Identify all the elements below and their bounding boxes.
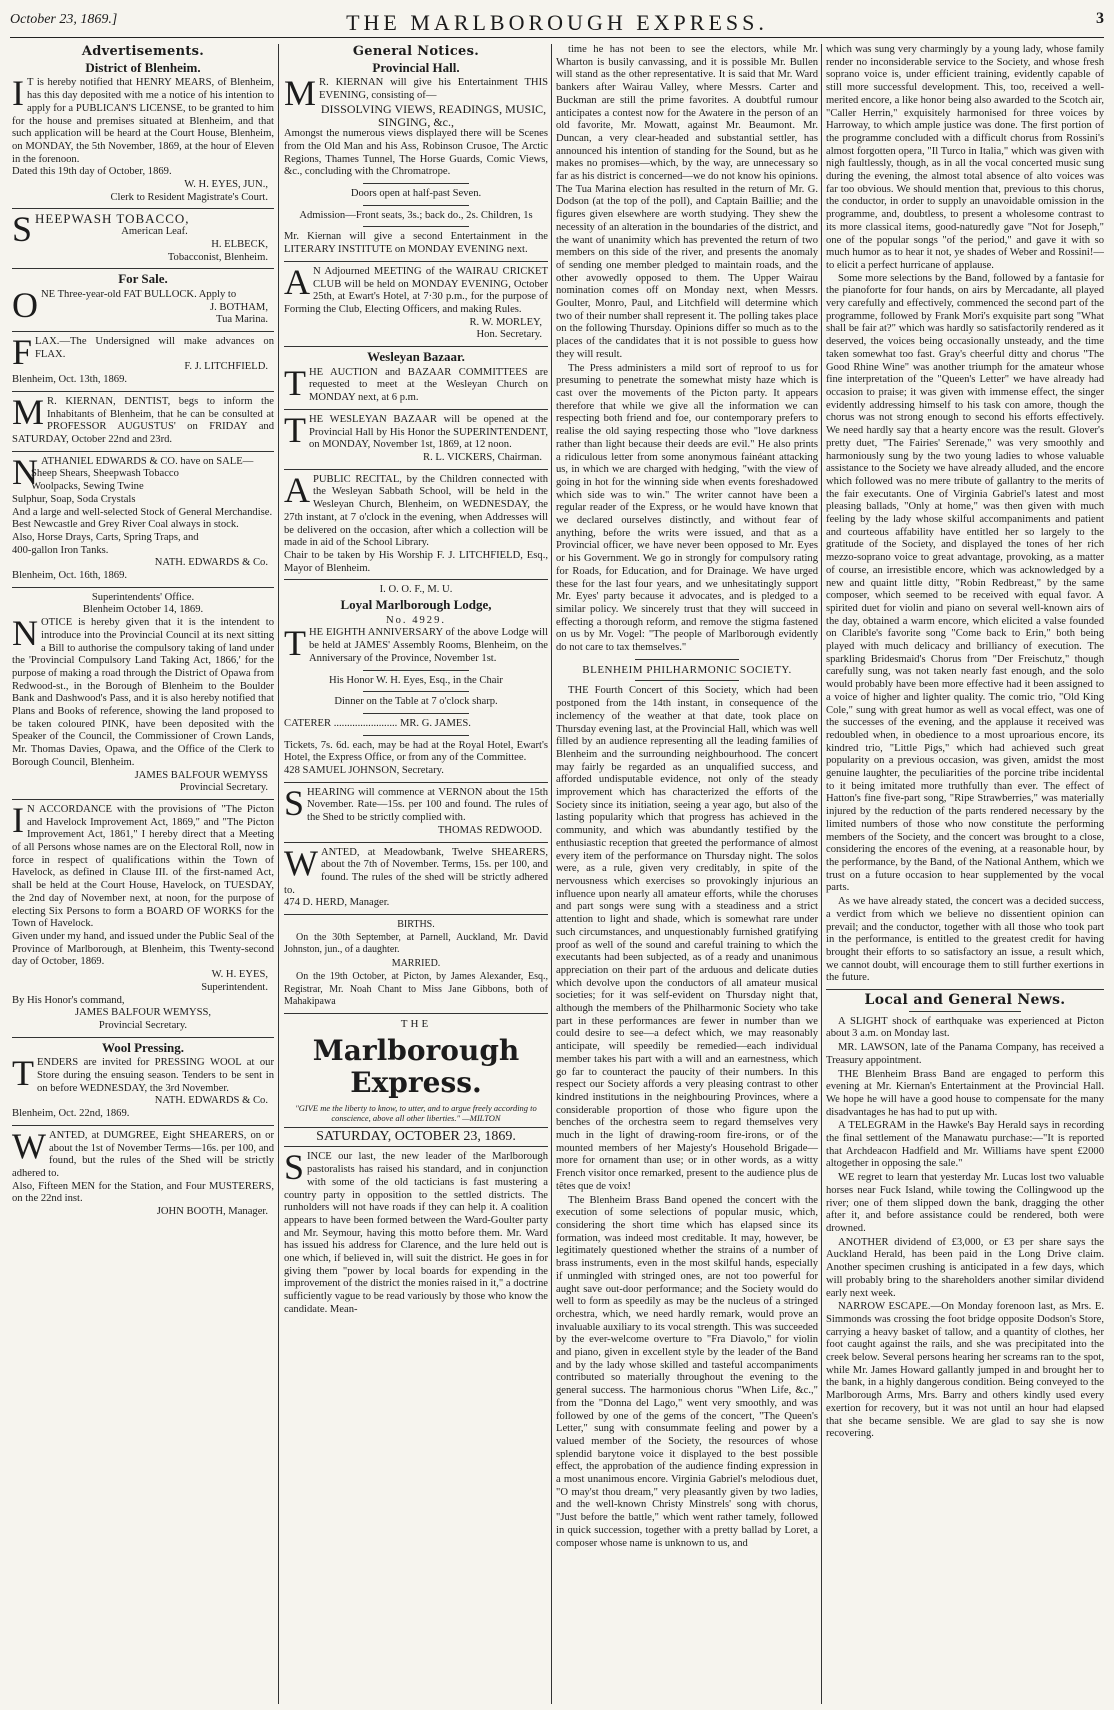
news-item: A SLIGHT shock of earthquake was experienced at Picton about 3 a.m. on Monday last. [826,1015,1104,1040]
column-rule [551,44,552,1704]
ad-body: American Leaf. [121,226,188,238]
ad-body: NE Three-year-old FAT BULLOCK. Apply to [41,288,237,300]
article-paragraph: THE Fourth Concert of this Society, which had been postponed from the 14th instant, in consequence of the inclemency of the weather at that date, took place on Thursday evening last, at the Provincial Hall, which was well filled by an audience representing all the leading families of Blenheim and the surrounding neighbourhood. The concert may fairly be regarded as an unqualified success, and afforded undisputable evidence, not only of the steady improvement which has characterized the efforts of the Society since its initiation, seeing a year ago, but also of the lasting popularity which that progress has achieved in the community, and which was abundantly testified by the enthusiastic reception that greeted the performance of almost every item of the performance on Thursday night. The solos were, as a rule, given very creditably, in spite of the nervousness which exercises so provokingly injurious an influence upon nearly all amateur efforts, while the choruses and part songs were sung with a steadiness and a strict attention to light and shade, which is somewhat rare under such circumstances, and unquestionably furnished gratifying proof as well of the sound and careful training to which the executants had been subjected, as of a ready and unanimous appreciation on their part of the arduous and delicate duties which devolve upon the conductors of all amateur musical societies; for it was self-evident on Thursday night that, although the members of the Philharmonic Society who take part in these performances are fewer in number than we could desire to see—a defect which, we may reasonably anticipate, will speedily be remedied—each individual member takes his part with a will and an earnestness, which go far to counteract the paucity of their numbers. In this respect our Society affords a very pleasing contrast to other kindred institutions in the neighbouring Provinces, where a considerable proportion of those who figure upon the benches of the orchestra seem to regard themselves very much in the light of drawing-room fire-irons, or of the mounted members of her Majesty's Household Brigade—more for ornament than use; or in other words, as a witty French visitor once remarked, present to the audience plus de têtes que de voix! [556,685,818,1192]
births-body: On the 30th September, at Parnell, Auckland, Mr. David Johnston, jun., of a daughter. [284,931,548,956]
news-item: A TELEGRAM in the Hawke's Bay Herald says in recording the final settlement of the Manawatu purchase:—"It is reported that Archdeacon Hadfield and Mr. Williams have spent £2000 altogether in opposing the sale." [826,1120,1104,1170]
news-item: THE Blenheim Brass Band are engaged to perform this evening at Mr. Kiernan's Entertainment at the Provincial Hall. We hope he will have a good house to compensate for the many disadvantages he has had to put up with. [826,1068,1104,1118]
ad-cricket-club [284,261,548,342]
ad-wool-pressing [12,1053,274,1121]
ad-body: R. KIERNAN will give his Entertainment THIS EVENING, consisting of— [319,77,548,102]
masthead-the: THE [400,1018,432,1030]
ad-wesleyan-bazaar [284,409,548,465]
ad-heading: Wool Pressing. [101,1039,185,1055]
article-paragraph: The Blenheim Brass Band opened the concert with the execution of some selections of popular music, which, considering the short time which has elapsed since its formation, was indeed most creditable. It may, however, be legitimately questioned whether the strains of a number of brass instruments, even in the most skilful hands, especially if unmingled with stringed ones, are not too powerful for aught save out-door performance; and the Society would do well to form as speedily as may be the nucleus of a stringed orchestra, which, we need hardly remark, would prove an invaluable auxiliary to its vocal strength. This was succeeded by the ever-welcome overture to "Fra Diavolo," for violin and piano, given in excellent style by the leader of the Band and by the lady whose skilled and tasteful accompaniments contributed so materially throughout the evening to the general success. The harmonious chorus "When Life, &c.," from the "Donna del Lago," went very smoothly, and was followed by one of the gems of the concert, "The Queen's Letter," sung with consummate feeling and power by a valued member of the Society, the resources of whose splendid barytone voice it displayed to the best possible effect, the approbation of the audience finding expression in a most unanimous encore. Virginia Gabriel's melodious duet, "O may'st thou dream," very pleasantly given by two ladies, and the well-known Christy Minstrels' song with chorus, "Just before the battle," which went rather tamely, followed in quick succession, together with a pretty ballad by Loret, a composer whose name is unknown to us, and [556,1194,818,1549]
drop-cap: W [12,1125,46,1166]
ad-body: ATHANIEL EDWARDS & CO. have on SALE— [41,455,254,467]
ad-flax [12,332,274,387]
issue-date: SATURDAY, OCTOBER 23, 1869. [284,1127,548,1148]
ad-tickets: Tickets, 7s. 6d. each, may be had at the Royal Hotel, Ewart's Hotel, the Express Office, or from any of the Committee. [284,739,548,764]
drop-cap: I [12,799,24,840]
ad-date: Blenheim October 14, 1869. [82,604,204,616]
divider [12,451,274,452]
ad-body: Chair to be taken by His Worship F. J. LITCHFIELD, Esq., Mayor of Blenheim. [284,549,548,574]
divider [363,713,469,714]
ad-dentist [12,391,274,447]
ad-headline: HEEPWASH TOBACCO, [35,211,190,227]
ad-signature: NATH. EDWARDS & Co. [154,557,268,569]
ad-signature-title: Provincial Secretary. [179,782,268,794]
divider [12,587,274,588]
drop-cap: N [12,451,38,492]
married-body: On the 19th October, at Picton, by James Alexander, Esq., Registrar, Mr. Noah Chant to Miss Jane Gibbons, both of Mahakipawa [284,970,548,1008]
masthead-motto: "GIVE me the liberty to know, to utter, and to argue freely according to conscience, above all other liberties." —MILTON [295,1102,537,1123]
divider [635,659,740,660]
ad-land-taking-notice [12,592,274,795]
divider [12,1125,274,1126]
ad-signature: R. L. VICKERS, Chairman. [423,451,542,463]
ad-signature: JOHN BOOTH, Manager. [156,1206,268,1218]
drop-cap: T [12,1053,34,1094]
ad-item-list [12,468,274,557]
list-item: Also, Horse Drays, Carts, Spring Traps, and [12,531,199,543]
drop-cap: W [284,842,318,883]
drop-cap: A [284,261,310,302]
ad-org: I. O. O. F., M. U. [379,584,453,596]
divider [826,989,1104,990]
ad-havelock-board-of-works [12,799,274,1033]
column-concert-review [826,44,1104,1704]
divider [12,331,274,332]
news-item: ANOTHER dividend of £3,000, or £3 per share says the Auckland Herald, has been paid in the Long Drive claim. Another specimen crushing is anticipated in a few days, which will probably bring to the shareholders another similar dividend early next week. [826,1236,1104,1299]
list-item: And a large and well-selected Stock of General Merchandise. [12,506,273,518]
drop-cap: N [12,613,38,654]
ad-body: ENDERS are invited for PRESSING WOOL at our Store during the ensuing season. Tenders to be sent in on before WEDNESDAY, the 3rd November. [37,1057,274,1094]
ad-body: LAX.—The Undersigned will make advances on FLAX. [35,336,274,360]
married-heading: MARRIED. [391,958,441,970]
divider [12,268,274,269]
header-title: THE MARLBOROUGH EXPRESS. [346,10,768,35]
divider [363,670,469,671]
ad-bazaar-committees [284,362,548,405]
ad-nathaniel-edwards [12,451,274,583]
divider [363,735,469,736]
ad-heading: Wesleyan Bazaar. [367,349,465,365]
ad-doors: Doors open at half-past Seven. [350,188,482,200]
column-rule [821,44,822,1704]
ad-body: Amongst the numerous views displayed there will be Scenes from the Old Man and his Ass, Robinson Crusoe, The Arctic Regions, Thames Tunnel, The Horse Guards, Comic Views, &c., concluding with the Chromatrope. [284,128,548,178]
drop-cap: S [284,782,305,823]
ad-body: HE AUCTION and BAZAAR COMMITTEES are requested to meet at the Wesleyan Church on MONDAY next, at 6 p.m. [309,366,548,404]
ad-command: By His Honor's command, [12,994,125,1006]
drop-cap: M [284,73,317,114]
ad-public-recital [284,469,548,576]
ad-signature-title: Tobacconist, Blenheim. [167,251,268,263]
ad-signature-title: Clerk to Resident Magistrate's Court. [110,191,268,203]
ad-kiernan-entertainment [284,73,548,256]
drop-cap: M [12,391,45,432]
drop-cap: S [284,1147,305,1188]
editorial-paragraph: time he has not been to see the electors, while Mr. Wharton is busily canvassing, and it is possible Mr. Bullen will stand as the other representative. It is said that Mr. Ward bankers after Wairau Valley, where Messrs. Carter and Buckman are still the prime favorites. A doubtful rumour anticipates a contest now for the Awatere in the person of an old favorite, Mr. Mowatt, against Mr. Beaumont. Mr. Duncan, a very clear-headed and substantial settler, has announced his intention of standing for the Sound, but as he makes no promises—which, by the way, are unnecessary so far as his district is concerned—we do not know his opinions. The Tua Marina election has resulted in the return of Mr. G. Dodson (at the top of the poll), and Captain Baillie; and the figures given elsewhere are worth studying. They shew the necessity of an alteration in the boundaries of the district, and the want of unanimity which has prevented the return of two members on this side of the river, and presents the anomaly of sending one member pledged to maintain roads, and the other avowedly opposed to them. The Upper Wairau nomination comes off on Monday next, when Messrs. Goulter, Monro, Paul, and Litchfield will determine which two of their number shall represent it. The polling takes place on the following Thursday. Opinions differ so much as to the places of the candidates that it is not possible to guess how they will result. [556,44,818,360]
divider [284,346,548,347]
article-paragraph: Some more selections by the Band, followed by a fantasie for the pianoforte for four hands, on airs by Mercadante, all played very carefully and effectively, commenced the second part of the programme, followed by Frank Mori's exquisite part song "What shall be fair at?" which was hardly so satisfactorily rendered as it deserved, the voices being occasionally unsteady, and the time taken somewhat too fast. Gray's cheerful ditty and chorus "The Good Rhine Wine" was another triumph for the amateur whose fine interpretation of the "Queen's Letter" we have already had occasion to praise; it was given with immense effect, the singer evidently addressing himself to his task con amore, though the chorus was not strong enough to second his efforts effectively. We need hardly say that a hearty encore was the result. Glover's pretty duet, "The Fairies' Serenade," was very smoothly and harmoniously sung by the two young ladies to whose valuable assistance to the Society we have already alluded, and the encore which followed was no mere tribute of gallantry to the merits of the fair executants. One of Virginia Gabriel's latest and most pleasing ballads, "Only at home," was then given with much feeling by the lady whose skilful accompaniments and patient and courteous affability have entitled her so largely to the gratitude of the Society, and displayed the tones of her rich mezzo-soprano voice to great advantage, provoking, as a matter of course, an irresistible encore, which was acknowledged by a new and quaint little ditty, "Robin Redbreast," by the same composer, which seemed to be received with equal favor. A spirited duet for violin and piano on several well-known airs of the day, obtained a warm encore, which elicited a valse founded on Clarible's favorite song "Come back to Erin," both being played with much delicacy and brilliancy of execution. The sparkling Bridesmaid's Chorus from "Der Freischutz," though carefully sung, was not taken nearly fast enough, and the solo would probably have been more effective had it been assigned to a voice of higher and lighter quality. The comic trio, "Old King Cole," sung with great humor as well as vocal effect, was one of the successes of the evening, and the applause it received was redoubled when, in obedience to a most uproarious encore, its kindred trio, "Little Pigs," which had achieved such great popularity on a previous occasion, was given, amidst the most genuine laughter, the peculiarities of the porcine tribe incidental to it being imitated more truthfully than ever. The effect of Hatton's fine five-part song, "Ripe Strawberries," was materially injured by the reduction of the parts rendered necessary by the limited numbers of those who now constitute the performing members of the Society, and the concert was brought to a close, considering the encores of the evening, at a reasonable hour, by the performance, by the Band, of the National Anthem, which we trust on a future occasion to hear supplemented by the vocal parts. [826,272,1104,894]
ad-program: DISSOLVING VIEWS, READINGS, MUSIC, SINGING, &c., [320,101,547,129]
divider [635,680,740,681]
drop-cap: T [284,362,306,403]
ad-caterer: CATERER ........................ MR. G. JAMES. [284,717,471,729]
ad-body: N Adjourned MEETING of the WAIRAU CRICKET CLUB will be held on MONDAY EVENING, October 25th, at Ewart's Hotel, at 7·30 p.m., for the purpose of Forming the Club, Electing Officers, and making Rules. [284,265,548,315]
ad-heading: Loyal Marlborough Lodge, [340,597,492,613]
ad-office: Superintendents' Office. [91,591,195,603]
ad-body: N ACCORDANCE with the provisions of "The Picton and Havelock Improvement Act, 1869," and "The Picton Improvement Act, 1861," I hereby direct that a Meeting of all Persons whose names are on the Electoral Roll, now in force in respect of qualifications within the Town of Havelock, as defined in Clause III. of the first-named Act, shall be held at the Court House, Havelock, on TUESDAY, the 2nd day of November next, at noon, for the purpose of electing Six Persons to form a BOARD OF WORKS for the Town of Havelock. [12,803,274,930]
ad-publican-license [12,73,274,204]
drop-cap: F [12,332,33,373]
editorial-lead [284,1147,548,1316]
news-item: NARROW ESCAPE.—On Monday forenoon last, as Mrs. E. Simmonds was crossing the foot bridge opposite Dodson's Store, carrying a heavy basket of tallow, and a quantity of clothes, her foot caught against the rails, and she was precipitated into the creek below. Several persons hearing her screams ran to the spot, while Mr. James Howard gallantly jumped in and brought her to the bank, in a highly dangerous condition. Being conveyed to the Marlborough Arms, Mrs. Barry and others kindly used every exertion for recovery, but it was not until an hour had elapsed that she became sensible. We are glad to say she is now recovering. [826,1301,1104,1440]
article-paragraph: which was sung very charmingly by a young lady, whose family render no inconsiderable service to the Society, and whose fresh soprano voice is, under efficient training, evidently capable of still more successful development. This, too, received a well-merited encore, a like honor being also awarded to the Scotch air, "Caller Herrin," exquisitely harmonised for three voices by Harroway, to which ample justice was done. The first portion of the programme concluded with a difficult chorus from Rossini's almost forgotten opera, "Il Turco in Italia," which was given with nigh faultlessly, though, as in all the vocal concerted music sung during the evening, the almost total absence of alto voices was far too obvious. We should mention that, previous to this chorus, the conductor, in order to supply an unavoidable omission in the programme, and, doubtless, to present a wholesome contrast to its more classical items, good-naturedly gave "Not for Joseph," one of the popular songs "of the period," and gave it with so much humor as to hear it not, ye shades of Weber and Rossini!—to elicit a perfect hurricane of applause. [826,44,1104,271]
ad-body: Mr. Kiernan will give a second Entertainment in the LITERARY INSTITUTE on MONDAY EVENING next. [284,231,548,256]
ad-body: R. KIERNAN, DENTIST, begs to inform the Inhabitants of Blenheim, that he can be consulted at PROFESSOR AUGUSTUS' on FRIDAY and SATURDAY, October 22nd and 23rd. [12,395,274,445]
divider [363,183,469,184]
ad-lodge-anniversary [284,623,548,777]
births-heading: BIRTHS. [397,919,435,931]
divider [12,799,274,800]
ad-shearing-vernon [284,782,548,838]
ad-body: HE WESLEYAN BAZAAR will be opened at the Provincial Hall by His Honor the SUPERINTENDENT, on MONDAY, November 1st, 1869, at 12 noon. [309,413,548,451]
ad-signature-title: Tua Marina. [216,314,268,326]
divider [284,782,548,783]
divider [12,1037,274,1038]
ad-signature: H. ELBECK, [211,238,268,250]
ad-signature-title: Provincial Secretary. [98,1019,188,1031]
list-item: Sheep Shears, Sheepwash Tobacco [31,468,179,480]
ad-body: PUBLIC RECITAL, by the Children connected with the Wesleyan Sabbath School, will be held in the Wesleyan Church, Blenheim, on WEDNESDAY, the 27th instant, at 7 o'clock in the evening, when Addresses will be delivered on the occasion, after which a collection will be made in aid of the School Library. [284,473,548,549]
divider [363,691,469,692]
ad-date: Blenheim, Oct. 13th, 1869. [12,374,128,386]
ad-signature: W. H. EYES, [211,969,268,981]
ad-body: T is hereby notified that HENRY MEARS, of Blenheim, has this day deposited with me a notice of his intention to apply for a PUBLICAN'S LICENSE, to be granted to him for the house and premises situated at Blenheim, and that such application will be heard at the Court House, Blenheim, on MONDAY, the 5th November, 1869, at the hour of Eleven in the forenoon. [12,77,274,165]
ad-sheepwash-tobacco [12,209,274,264]
ad-body: HEARING will commence at VERNON about the 15th November. Rate—15s. per 100 and found. The rules of the Shed to be strictly complied with. [307,786,548,824]
column-rule [278,44,279,1704]
divider [284,914,548,915]
drop-cap: O [12,284,38,325]
ad-signature: JAMES BALFOUR WEMYSS [134,769,268,781]
ad-body: HE EIGHTH ANNIVERSARY of the above Lodge will be held at JAMES' Assembly Rooms, Blenheim, on the Anniversary of the Province, November 1st. [309,627,548,664]
page-header [10,8,1104,38]
divider [363,226,469,227]
column-general-notices [284,44,548,1704]
ad-signature: NATH. EDWARDS & Co. [154,1095,268,1107]
article-heading: BLENHEIM PHILHARMONIC SOCIETY. [582,663,792,676]
divider [12,208,274,209]
divider [284,261,548,262]
ad-chair: His Honor W. H. Eyes, Esq., in the Chair [329,674,503,686]
header-date: October 23, 1869.] [10,12,118,27]
column-advertisements [12,44,274,1704]
ad-dinner: Dinner on the Table at 7 o'clock sharp. [334,696,498,708]
ad-body: ANTED, at DUMGREE, Eight SHEARERS, on or about the 1st of November Terms—16s. per 100, and found, but the rules of the Shed will be strictly adhered to. [12,1129,274,1179]
ad-fat-bullock [12,284,274,327]
divider [909,1011,1020,1012]
drop-cap: S [12,209,33,250]
ad-heading: District of Blenheim. [85,59,201,75]
divider [284,1013,548,1014]
ad-body: ANTED, at Meadowbank, Twelve SHEARERS, about the 7th of November. Terms, 15s. per 100, and found. The rules of the shed will be strictly adhered to. [284,846,548,896]
ad-admission: Admission—Front seats, 3s.; back do., 2s. Children, 1s [299,209,533,221]
ad-body: OTICE is hereby given that it is the intendent to introduce into the Provincial Council at its next sitting a Bill to authorise the compulsory taking of land under the 'Provincial Compulsory Land Taking Act, 1866,' for the purpose of making a road through the District of Opawa from Redwood-st., in the Borough of Blenheim to the Boulder Bank and Dashwood's Pass, and it is also hereby notified that Plans and Books of reference, showing the land proposed to be taken coloured PINK, have been deposited with the Speaker of the Council, the Commissioner of Crown Lands, Mr. Thomas Davies, Opawa, and the Office of the Clerk to Borough Council, Blenheim. [12,617,274,768]
ad-signature: R. W. MORLEY, [469,316,542,328]
section-heading: Advertisements. [81,44,205,59]
divider [284,579,548,580]
ad-date: Blenheim, Oct. 22nd, 1869. [12,1108,130,1120]
ad-heading: Provincial Hall. [372,59,460,75]
ad-heading: For Sale. [118,271,168,287]
drop-cap: T [284,409,306,450]
list-item: Best Newcastle and Grey River Coal always in stock. [12,519,239,531]
ad-signature: F. J. LITCHFIELD. [184,361,268,373]
ad-body: Given under my hand, and issued under the Public Seal of the Province of Marlborough, at Blenheim, this Twenty-second day of October, 1869. [12,931,274,968]
list-item: 400-gallon Iron Tanks. [12,544,109,556]
editorial-body: INCE our last, the new leader of the Marlborough pastoralists has raised his standard, and in conjunction with some of the old tacticians is fast mustering a country party in opposition to the settled districts. The runholders will not have roads if they can help it. A coalition appears to have been formed between the Ward-Goulter party and Mr. Seymour, having this motto before them. Mr. Ward has issued his address for Clarence, and the lure held out is one which, if believed in, will suit the district. He goes in for giving them "power by local boards for expending in the improvement of the district the monies raised in it," a doctrine sufficiently vague to be read variously by those who know the candidate. Mean- [284,1151,548,1315]
ad-signature: THOMAS REDWOOD. [437,824,542,836]
divider [284,842,548,843]
ad-signature-title: Hon. Secretary. [476,329,542,341]
ad-dumgree-shearers [12,1125,274,1219]
masthead-title: Marlborough Express. [312,1033,520,1099]
divider [284,469,548,470]
ad-body: Also, Fifteen MEN for the Station, and Four MUSTERERS, on the 22nd inst. [12,1180,274,1205]
article-paragraph: As we have already stated, the concert was a decided success, a verdict from which we believe no dissentient opinion can prevail; and the conductor, together with all those who took part in the performance, is entitled to the greatest credit for having brought their efforts to so satisfactory an issue, a result which, we cannot doubt, will encourage them to still further exertions in the future. [826,896,1104,984]
news-item: MR. LAWSON, late of the Panama Company, has received a Treasury appointment. [826,1042,1104,1066]
ad-signature: 428 SAMUEL JOHNSON, Secretary. [284,765,444,777]
section-heading: Local and General News. [864,992,1066,1009]
ad-signature: W. H. EYES, JUN., [184,179,268,191]
list-item: Sulphur, Soap, Soda Crystals [12,493,136,505]
ad-signature-title: Superintendent. [201,981,268,993]
divider [363,205,469,206]
ad-dated: Dated this 19th day of October, 1869. [12,166,172,178]
header-page-number: 3 [1096,10,1104,27]
editorial-paragraph: The Press administers a mild sort of reproof to us for presuming to penetrate the somewhat misty haze which is cast over the movements of the Picton party. It appears therefore that while we give all the information we can respecting both friend and foe, our contemporary prefers to realise the old saying respecting those who "love darkness rather than light because their deeds are evil." He also prints a ridiculous letter from some anonymous fainéant attacking us, in which we are charged with hedging, "with the view of going in hot for the winning side when events foreshadowed which side was to win." The writer cannot have been a regular reader of the Express, or he would have known that we declared ourselves distinctly, and without fear of anything, before the writs were issued, and that as a Provincial officer, we have never been opposed to Mr. Eyes or his Government. We go in strongly for compulsory rating for Roads, for Education, and for Drainage. We have urged these for the last four years, and we unhesitatingly support Mr. Eyes' party because it advocates, and is pledged to a similar policy. We sincerely trust that they will succeed in effecting a thorough reform, and remove the stigma fastened on us by Mr. Vogel: "The people of Marlborough evidently do not care to tax themselves." [556,362,818,654]
ad-signature: 474 D. HERD, Manager. [284,897,390,909]
news-item: WE regret to learn that yesterday Mr. Lucas lost two valuable horses near Fuck Island, while towing the Collingwood up the river; one of them slipped down the bank, dragging the other after it, and before assistance could be rendered, both were drowned. [826,1172,1104,1234]
column-editorial [556,44,818,1704]
ad-date: Blenheim, Oct. 16th, 1869. [12,570,128,582]
ad-signature: J. BOTHAM, [210,301,268,313]
divider [284,409,548,410]
divider [12,391,274,392]
drop-cap: A [284,469,310,510]
drop-cap: I [12,73,24,114]
drop-cap: T [284,623,306,664]
list-item: Woolpacks, Sewing Twine [31,481,144,493]
ad-lodge-number: No. 4929. [385,614,447,626]
ad-signature: JAMES BALFOUR WEMYSS, [74,1007,212,1019]
section-heading: General Notices. [352,44,480,59]
ad-meadowbank-shearers [284,842,548,911]
